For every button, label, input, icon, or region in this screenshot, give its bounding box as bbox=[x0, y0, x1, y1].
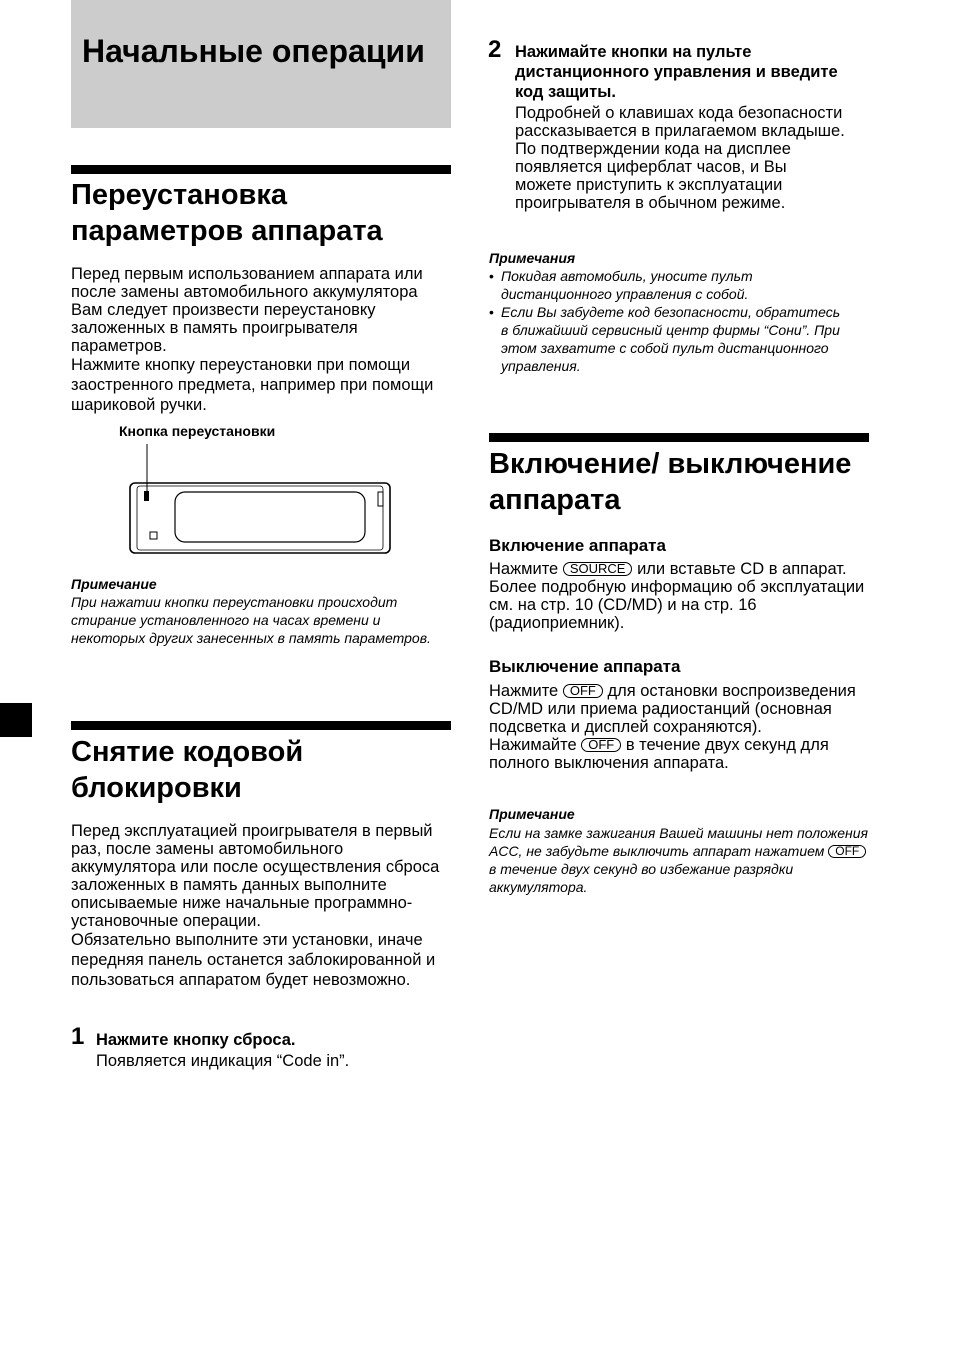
code-heading: Снятие кодовой блокировки bbox=[71, 736, 304, 804]
power-off-heading: Выключение аппарата bbox=[489, 657, 681, 676]
chapter-title: Начальные операции bbox=[82, 33, 425, 69]
power-note-post: в течение двух секунд во избежание разрядки аккумулятора. bbox=[489, 861, 794, 895]
step-2-text-1: Подробней о клавишах кода безопасности рассказывается в прилагаемом вкладыше. bbox=[515, 104, 845, 140]
reset-heading: Переустановка параметров аппарата bbox=[71, 179, 383, 247]
power-note-text bbox=[489, 824, 869, 896]
off-key-label: OFF bbox=[563, 684, 603, 698]
power-off2-pre: Нажимайте bbox=[489, 736, 577, 754]
step-2-text-2: По подтверждении кода на дисплее появляется циферблат часов, и Вы можете приступить к эксплуатации проигрывателя в обычном режиме. bbox=[515, 140, 791, 212]
side-tab-marker bbox=[0, 703, 32, 737]
reset-para-1: Перед первым использованием аппарата или после замены автомобильного аккумулятора Вам следует произвести переустановку заложенных в память проигрывателя параметров. bbox=[71, 265, 423, 355]
step-1-text: Появляется индикация “Code in”. bbox=[96, 1052, 350, 1070]
code-notes-title: Примечания bbox=[489, 250, 576, 266]
step-2-body bbox=[515, 104, 845, 212]
power-off-pre: Нажмите bbox=[489, 682, 559, 700]
power-off-para-1 bbox=[489, 682, 869, 736]
power-note-title: Примечание bbox=[489, 806, 575, 822]
section-rule bbox=[71, 721, 451, 730]
code-note-item: • Если Вы забудете код безопасности, обратитесь в ближайший сервисный центр фирмы “Сони”. При этом захватите с собой пульт дистанционного управления. bbox=[489, 303, 849, 375]
code-note-item: • Покидая автомобиль, уносите пульт дистанционного управления с собой. bbox=[489, 267, 849, 303]
step-2-title: Нажимайте кнопки на пульте дистанционного управления и введите код защиты. bbox=[515, 43, 838, 101]
code-body bbox=[71, 822, 451, 990]
power-on-heading: Включение аппарата bbox=[489, 536, 666, 555]
reset-note-text: При нажатии кнопки переустановки происходит стирание установленного на часах времени и некоторых других занесенных в память параметров. bbox=[71, 594, 431, 646]
power-note-pre: Если на замке зажигания Вашей машины нет положения ACC, не забудьте выключить аппарат нажатием bbox=[489, 825, 868, 859]
code-para-1: Перед эксплуатацией проигрывателя в первый раз, после замены автомобильного аккумулятора или после осуществления сброса заложенных в память данных выполните описываемые ниже начальные программно-установочные операции. bbox=[71, 822, 440, 930]
display-window bbox=[175, 492, 365, 542]
step-1-title: Нажмите кнопку сброса. bbox=[96, 1031, 296, 1049]
power-off-para-2 bbox=[489, 736, 869, 772]
figure-label: Кнопка переустановки bbox=[119, 423, 276, 439]
step-1-number: 1 bbox=[71, 1023, 85, 1050]
reset-button-mark bbox=[144, 491, 149, 501]
power-heading: Включение/ выключение аппарата bbox=[489, 448, 852, 516]
step-2-number: 2 bbox=[488, 36, 502, 63]
section-rule bbox=[71, 165, 451, 174]
off-key-label: OFF bbox=[828, 845, 866, 858]
section-rule bbox=[489, 433, 869, 442]
off-key-label: OFF bbox=[581, 738, 621, 752]
source-key-label: SOURCE bbox=[563, 562, 633, 576]
reset-para-2: Нажмите кнопку переустановки при помощи заостренного предмета, например при помощи шариковой ручки. bbox=[71, 356, 434, 414]
power-off-text bbox=[489, 682, 869, 772]
power-on-post: или вставьте CD в аппарат. Более подробную информацию об эксплуатации см. на стр. 10 (CD/MD) и на стр. 16 (радиоприемник). bbox=[489, 560, 865, 632]
power-off2-post: в течение двух секунд для полного выключения аппарата. bbox=[489, 736, 829, 772]
power-off-post: для остановки воспроизведения CD/MD или приема радиостанций (основная подсветка и дисплей сохраняются). bbox=[489, 682, 856, 736]
power-on-pre: Нажмите bbox=[489, 560, 559, 578]
code-para-2: Обязательно выполните эти установки, иначе передняя панель останется заблокированной и пользоваться аппаратом будет невозможно. bbox=[71, 931, 436, 989]
reset-body bbox=[71, 265, 451, 415]
code-notes-list bbox=[489, 267, 849, 375]
power-on-text bbox=[489, 560, 869, 632]
reset-note-title: Примечание bbox=[71, 576, 157, 592]
unit-front-panel-illustration bbox=[125, 440, 395, 560]
